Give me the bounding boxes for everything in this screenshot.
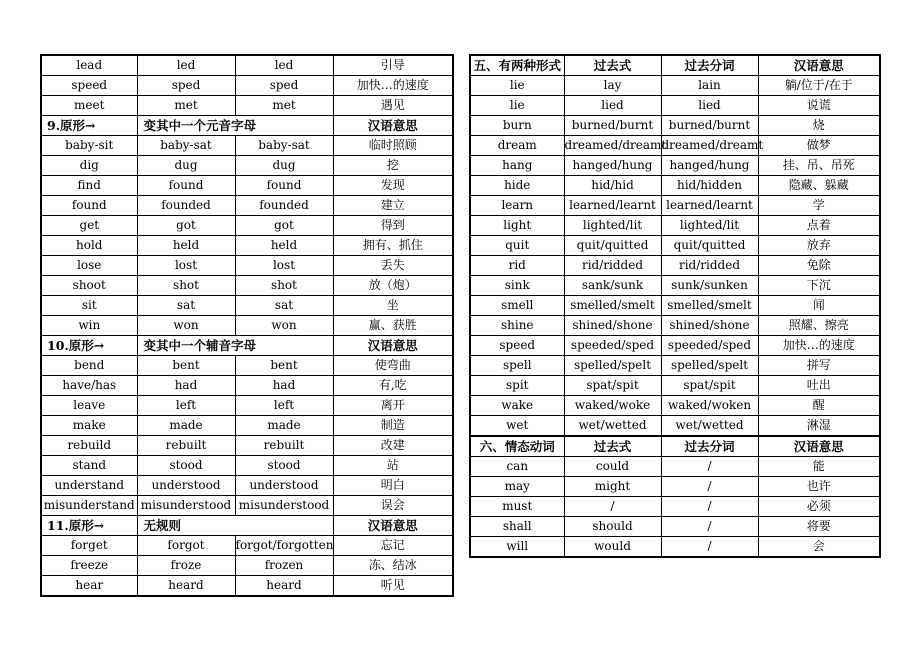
right-header-cell: 五、有两种形式 xyxy=(470,55,564,76)
left-verb-cell: stood xyxy=(235,456,333,476)
left-verb-cell: held xyxy=(137,236,235,256)
right-table-body xyxy=(470,55,880,557)
left-verb-cell: 丢失 xyxy=(333,256,453,276)
right-verb-row xyxy=(470,316,880,336)
right-verb-row xyxy=(470,477,880,497)
left-verb-cell: shot xyxy=(235,276,333,296)
left-verb-row xyxy=(41,356,453,376)
left-verb-cell: 建立 xyxy=(333,196,453,216)
left-verb-row xyxy=(41,276,453,296)
left-verb-cell: understood xyxy=(235,476,333,496)
right-verb-cell: spelled/spelt xyxy=(564,356,661,376)
right-verb-cell: will xyxy=(470,537,564,558)
right-verb-cell: may xyxy=(470,477,564,497)
right-verb-cell: speeded/sped xyxy=(661,336,758,356)
right-verb-cell: spelled/spelt xyxy=(661,356,758,376)
left-section-header-row xyxy=(41,116,453,136)
right-verb-cell: lie xyxy=(470,76,564,96)
left-verb-cell: understood xyxy=(137,476,235,496)
right-verb-cell: shined/shone xyxy=(564,316,661,336)
left-verb-cell: got xyxy=(235,216,333,236)
left-verb-cell: heard xyxy=(137,576,235,597)
right-verb-cell: / xyxy=(661,477,758,497)
right-header-cell: 汉语意思 xyxy=(758,436,880,457)
right-verb-cell: burn xyxy=(470,116,564,136)
right-verb-cell: spell xyxy=(470,356,564,376)
left-verb-table xyxy=(40,54,454,597)
left-verb-row xyxy=(41,556,453,576)
right-verb-row xyxy=(470,416,880,437)
right-verb-cell: hang xyxy=(470,156,564,176)
left-verb-cell: dug xyxy=(235,156,333,176)
left-verb-cell: led xyxy=(235,55,333,76)
right-header-cell: 过去式 xyxy=(564,55,661,76)
left-verb-row xyxy=(41,96,453,116)
left-verb-cell: 忘记 xyxy=(333,536,453,556)
left-verb-row xyxy=(41,156,453,176)
left-verb-cell: rebuild xyxy=(41,436,137,456)
right-verb-cell: / xyxy=(661,537,758,558)
right-verb-cell: 烧 xyxy=(758,116,880,136)
right-verb-cell: waked/woke xyxy=(564,396,661,416)
left-verb-cell: won xyxy=(137,316,235,336)
right-verb-cell: 能 xyxy=(758,457,880,477)
left-verb-cell: stand xyxy=(41,456,137,476)
right-header-cell: 过去分词 xyxy=(661,436,758,457)
left-verb-cell: rebuilt xyxy=(235,436,333,456)
right-verb-row xyxy=(470,96,880,116)
left-verb-cell: forgot xyxy=(137,536,235,556)
right-verb-cell: 闻 xyxy=(758,296,880,316)
left-verb-cell: leave xyxy=(41,396,137,416)
right-verb-cell: 将要 xyxy=(758,517,880,537)
right-verb-cell: 吐出 xyxy=(758,376,880,396)
left-verb-cell: forget xyxy=(41,536,137,556)
left-verb-row xyxy=(41,576,453,597)
right-verb-cell: 加快…的速度 xyxy=(758,336,880,356)
right-verb-cell: wet/wetted xyxy=(564,416,661,437)
right-verb-cell: smelled/smelt xyxy=(661,296,758,316)
left-section-header-row xyxy=(41,516,453,536)
left-verb-row xyxy=(41,456,453,476)
left-verb-row xyxy=(41,296,453,316)
left-verb-cell: heard xyxy=(235,576,333,597)
left-verb-row xyxy=(41,236,453,256)
right-section-header-row xyxy=(470,436,880,457)
right-verb-cell: smelled/smelt xyxy=(564,296,661,316)
left-verb-cell: had xyxy=(235,376,333,396)
right-verb-cell: 免除 xyxy=(758,256,880,276)
left-verb-cell: sat xyxy=(137,296,235,316)
right-verb-cell: waked/woken xyxy=(661,396,758,416)
left-verb-cell: sped xyxy=(235,76,333,96)
left-verb-row xyxy=(41,76,453,96)
left-verb-cell: understand xyxy=(41,476,137,496)
right-verb-cell: wet xyxy=(470,416,564,437)
right-verb-cell: lighted/lit xyxy=(661,216,758,236)
right-verb-cell: 放弃 xyxy=(758,236,880,256)
right-verb-row xyxy=(470,517,880,537)
right-verb-row xyxy=(470,296,880,316)
left-verb-cell: held xyxy=(235,236,333,256)
right-verb-row xyxy=(470,537,880,558)
left-header-cell: 10.原形→ xyxy=(41,336,137,356)
right-header-cell: 汉语意思 xyxy=(758,55,880,76)
right-verb-cell: / xyxy=(564,497,661,517)
right-verb-cell: should xyxy=(564,517,661,537)
right-verb-cell: 学 xyxy=(758,196,880,216)
left-verb-cell: found xyxy=(235,176,333,196)
left-verb-row xyxy=(41,196,453,216)
right-verb-cell: quit xyxy=(470,236,564,256)
left-verb-cell: misunderstand xyxy=(41,496,137,516)
right-verb-cell: lied xyxy=(564,96,661,116)
left-verb-cell: hear xyxy=(41,576,137,597)
left-verb-cell: met xyxy=(137,96,235,116)
right-verb-cell: 必须 xyxy=(758,497,880,517)
right-verb-cell: shine xyxy=(470,316,564,336)
left-verb-cell: misunderstood xyxy=(137,496,235,516)
left-verb-cell: won xyxy=(235,316,333,336)
right-verb-row xyxy=(470,336,880,356)
left-verb-cell: 制造 xyxy=(333,416,453,436)
left-verb-cell: 明白 xyxy=(333,476,453,496)
left-verb-row xyxy=(41,416,453,436)
left-verb-row xyxy=(41,536,453,556)
right-verb-cell: hide xyxy=(470,176,564,196)
right-verb-cell: 隐藏、躲藏 xyxy=(758,176,880,196)
left-verb-row xyxy=(41,176,453,196)
left-header-cell: 变其中一个辅音字母 xyxy=(137,336,235,356)
left-verb-cell: 改建 xyxy=(333,436,453,456)
right-verb-cell: quit/quitted xyxy=(564,236,661,256)
right-verb-cell: 拼写 xyxy=(758,356,880,376)
right-verb-row xyxy=(470,396,880,416)
right-verb-cell: spat/spit xyxy=(661,376,758,396)
right-verb-cell: rid/ridded xyxy=(661,256,758,276)
left-verb-cell: dug xyxy=(137,156,235,176)
left-header-cell xyxy=(235,516,333,536)
left-header-cell: 汉语意思 xyxy=(333,516,453,536)
right-verb-cell: / xyxy=(661,517,758,537)
left-verb-cell: have/has xyxy=(41,376,137,396)
right-verb-row xyxy=(470,216,880,236)
right-verb-cell: would xyxy=(564,537,661,558)
left-verb-cell: baby-sat xyxy=(137,136,235,156)
right-verb-cell: dreamed/dreamt xyxy=(564,136,661,156)
left-verb-row xyxy=(41,216,453,236)
right-verb-cell: rid xyxy=(470,256,564,276)
left-verb-row xyxy=(41,55,453,76)
right-verb-cell: spit xyxy=(470,376,564,396)
left-verb-cell: found xyxy=(41,196,137,216)
left-verb-cell: found xyxy=(137,176,235,196)
right-verb-cell: hid/hid xyxy=(564,176,661,196)
left-verb-cell: win xyxy=(41,316,137,336)
left-verb-cell: 赢、获胜 xyxy=(333,316,453,336)
right-verb-cell: lain xyxy=(661,76,758,96)
left-verb-row xyxy=(41,136,453,156)
left-verb-cell: baby-sit xyxy=(41,136,137,156)
left-verb-row xyxy=(41,436,453,456)
right-verb-cell: 点着 xyxy=(758,216,880,236)
left-verb-cell: shot xyxy=(137,276,235,296)
left-section-header-row xyxy=(41,336,453,356)
right-verb-row xyxy=(470,196,880,216)
left-verb-cell: got xyxy=(137,216,235,236)
right-verb-row xyxy=(470,376,880,396)
right-verb-cell: sank/sunk xyxy=(564,276,661,296)
left-verb-row xyxy=(41,396,453,416)
right-header-cell: 六、情态动词 xyxy=(470,436,564,457)
left-verb-cell: 听见 xyxy=(333,576,453,597)
left-verb-cell: frozen xyxy=(235,556,333,576)
left-verb-cell: 冻、结冰 xyxy=(333,556,453,576)
left-header-cell: 汉语意思 xyxy=(333,116,453,136)
left-header-cell: 9.原形→ xyxy=(41,116,137,136)
left-verb-row xyxy=(41,496,453,516)
left-verb-cell: 遇见 xyxy=(333,96,453,116)
right-verb-cell: learned/learnt xyxy=(564,196,661,216)
right-verb-cell: 躺/位于/在于 xyxy=(758,76,880,96)
left-verb-cell: make xyxy=(41,416,137,436)
left-verb-cell: 误会 xyxy=(333,496,453,516)
right-verb-cell: learn xyxy=(470,196,564,216)
left-verb-cell: founded xyxy=(235,196,333,216)
right-verb-cell: 淋湿 xyxy=(758,416,880,437)
right-verb-cell: must xyxy=(470,497,564,517)
left-verb-cell: misunderstood xyxy=(235,496,333,516)
right-verb-cell: lied xyxy=(661,96,758,116)
right-verb-row xyxy=(470,236,880,256)
right-section-header-row xyxy=(470,55,880,76)
left-header-cell: 汉语意思 xyxy=(333,336,453,356)
left-verb-row xyxy=(41,316,453,336)
right-verb-cell: lighted/lit xyxy=(564,216,661,236)
left-verb-cell: 拥有、抓住 xyxy=(333,236,453,256)
left-verb-cell: 坐 xyxy=(333,296,453,316)
right-verb-table xyxy=(469,54,881,558)
right-verb-row xyxy=(470,76,880,96)
right-verb-cell: burned/burnt xyxy=(564,116,661,136)
left-verb-row xyxy=(41,256,453,276)
left-verb-cell: 使弯曲 xyxy=(333,356,453,376)
left-verb-cell: sit xyxy=(41,296,137,316)
right-verb-cell: sink xyxy=(470,276,564,296)
right-verb-row xyxy=(470,256,880,276)
right-verb-cell: dreamed/dreamt xyxy=(661,136,758,156)
right-verb-row xyxy=(470,116,880,136)
left-verb-cell: 站 xyxy=(333,456,453,476)
right-verb-cell: rid/ridded xyxy=(564,256,661,276)
right-verb-cell: could xyxy=(564,457,661,477)
left-verb-cell: 有,吃 xyxy=(333,376,453,396)
left-verb-cell: lost xyxy=(137,256,235,276)
left-header-cell: 变其中一个元音字母 xyxy=(137,116,235,136)
right-verb-cell: lie xyxy=(470,96,564,116)
left-verb-cell: 得到 xyxy=(333,216,453,236)
left-verb-cell: founded xyxy=(137,196,235,216)
left-table-body xyxy=(41,55,453,596)
right-verb-cell: quit/quitted xyxy=(661,236,758,256)
left-verb-cell: 临时照顾 xyxy=(333,136,453,156)
right-verb-cell: wake xyxy=(470,396,564,416)
left-verb-cell: forgot/forgotten xyxy=(235,536,333,556)
right-verb-cell: shall xyxy=(470,517,564,537)
left-verb-cell: dig xyxy=(41,156,137,176)
right-verb-cell: 醒 xyxy=(758,396,880,416)
left-verb-cell: baby-sat xyxy=(235,136,333,156)
left-verb-cell: bend xyxy=(41,356,137,376)
left-verb-cell: sat xyxy=(235,296,333,316)
right-verb-row xyxy=(470,136,880,156)
right-verb-cell: speed xyxy=(470,336,564,356)
right-verb-cell: / xyxy=(661,457,758,477)
left-verb-cell: find xyxy=(41,176,137,196)
left-verb-cell: shoot xyxy=(41,276,137,296)
left-verb-cell: 发现 xyxy=(333,176,453,196)
right-verb-cell: lay xyxy=(564,76,661,96)
right-verb-cell: 挂、吊、吊死 xyxy=(758,156,880,176)
left-verb-cell: 引导 xyxy=(333,55,453,76)
right-verb-row xyxy=(470,497,880,517)
right-verb-cell: wet/wetted xyxy=(661,416,758,437)
right-verb-cell: hanged/hung xyxy=(564,156,661,176)
right-verb-cell: 也许 xyxy=(758,477,880,497)
right-verb-cell: dream xyxy=(470,136,564,156)
right-header-cell: 过去式 xyxy=(564,436,661,457)
left-verb-cell: froze xyxy=(137,556,235,576)
right-verb-cell: 做梦 xyxy=(758,136,880,156)
left-verb-cell: lost xyxy=(235,256,333,276)
left-verb-cell: speed xyxy=(41,76,137,96)
right-verb-cell: 会 xyxy=(758,537,880,558)
left-verb-cell: sped xyxy=(137,76,235,96)
right-verb-cell: shined/shone xyxy=(661,316,758,336)
left-verb-cell: made xyxy=(235,416,333,436)
right-verb-cell: hanged/hung xyxy=(661,156,758,176)
left-verb-cell: hold xyxy=(41,236,137,256)
right-verb-cell: might xyxy=(564,477,661,497)
right-verb-cell: / xyxy=(661,497,758,517)
left-header-cell: 无规则 xyxy=(137,516,235,536)
left-verb-cell: lose xyxy=(41,256,137,276)
left-verb-cell: freeze xyxy=(41,556,137,576)
right-header-cell: 过去分词 xyxy=(661,55,758,76)
left-verb-cell: made xyxy=(137,416,235,436)
left-verb-cell: stood xyxy=(137,456,235,476)
right-verb-cell: smell xyxy=(470,296,564,316)
right-verb-cell: spat/spit xyxy=(564,376,661,396)
left-verb-cell: 挖 xyxy=(333,156,453,176)
left-verb-cell: 离开 xyxy=(333,396,453,416)
right-verb-cell: can xyxy=(470,457,564,477)
right-verb-row xyxy=(470,457,880,477)
left-verb-cell: led xyxy=(137,55,235,76)
left-verb-cell: meet xyxy=(41,96,137,116)
right-verb-cell: burned/burnt xyxy=(661,116,758,136)
left-verb-cell: left xyxy=(137,396,235,416)
right-verb-row xyxy=(470,356,880,376)
left-verb-row xyxy=(41,376,453,396)
left-verb-cell: get xyxy=(41,216,137,236)
left-verb-cell: rebuilt xyxy=(137,436,235,456)
left-verb-cell: had xyxy=(137,376,235,396)
right-verb-cell: sunk/sunken xyxy=(661,276,758,296)
right-verb-cell: 下沉 xyxy=(758,276,880,296)
right-verb-cell: 说谎 xyxy=(758,96,880,116)
right-verb-cell: learned/learnt xyxy=(661,196,758,216)
left-verb-cell: met xyxy=(235,96,333,116)
left-verb-row xyxy=(41,476,453,496)
right-verb-cell: speeded/sped xyxy=(564,336,661,356)
right-verb-row xyxy=(470,276,880,296)
left-header-cell: 11.原形→ xyxy=(41,516,137,536)
right-verb-cell: 照耀、擦亮 xyxy=(758,316,880,336)
left-verb-cell: 加快…的速度 xyxy=(333,76,453,96)
left-verb-cell: lead xyxy=(41,55,137,76)
right-verb-row xyxy=(470,176,880,196)
left-verb-cell: bent xyxy=(137,356,235,376)
right-verb-cell: light xyxy=(470,216,564,236)
left-verb-cell: bent xyxy=(235,356,333,376)
left-verb-cell: 放（炮） xyxy=(333,276,453,296)
right-verb-cell: hid/hidden xyxy=(661,176,758,196)
right-verb-row xyxy=(470,156,880,176)
left-verb-cell: left xyxy=(235,396,333,416)
